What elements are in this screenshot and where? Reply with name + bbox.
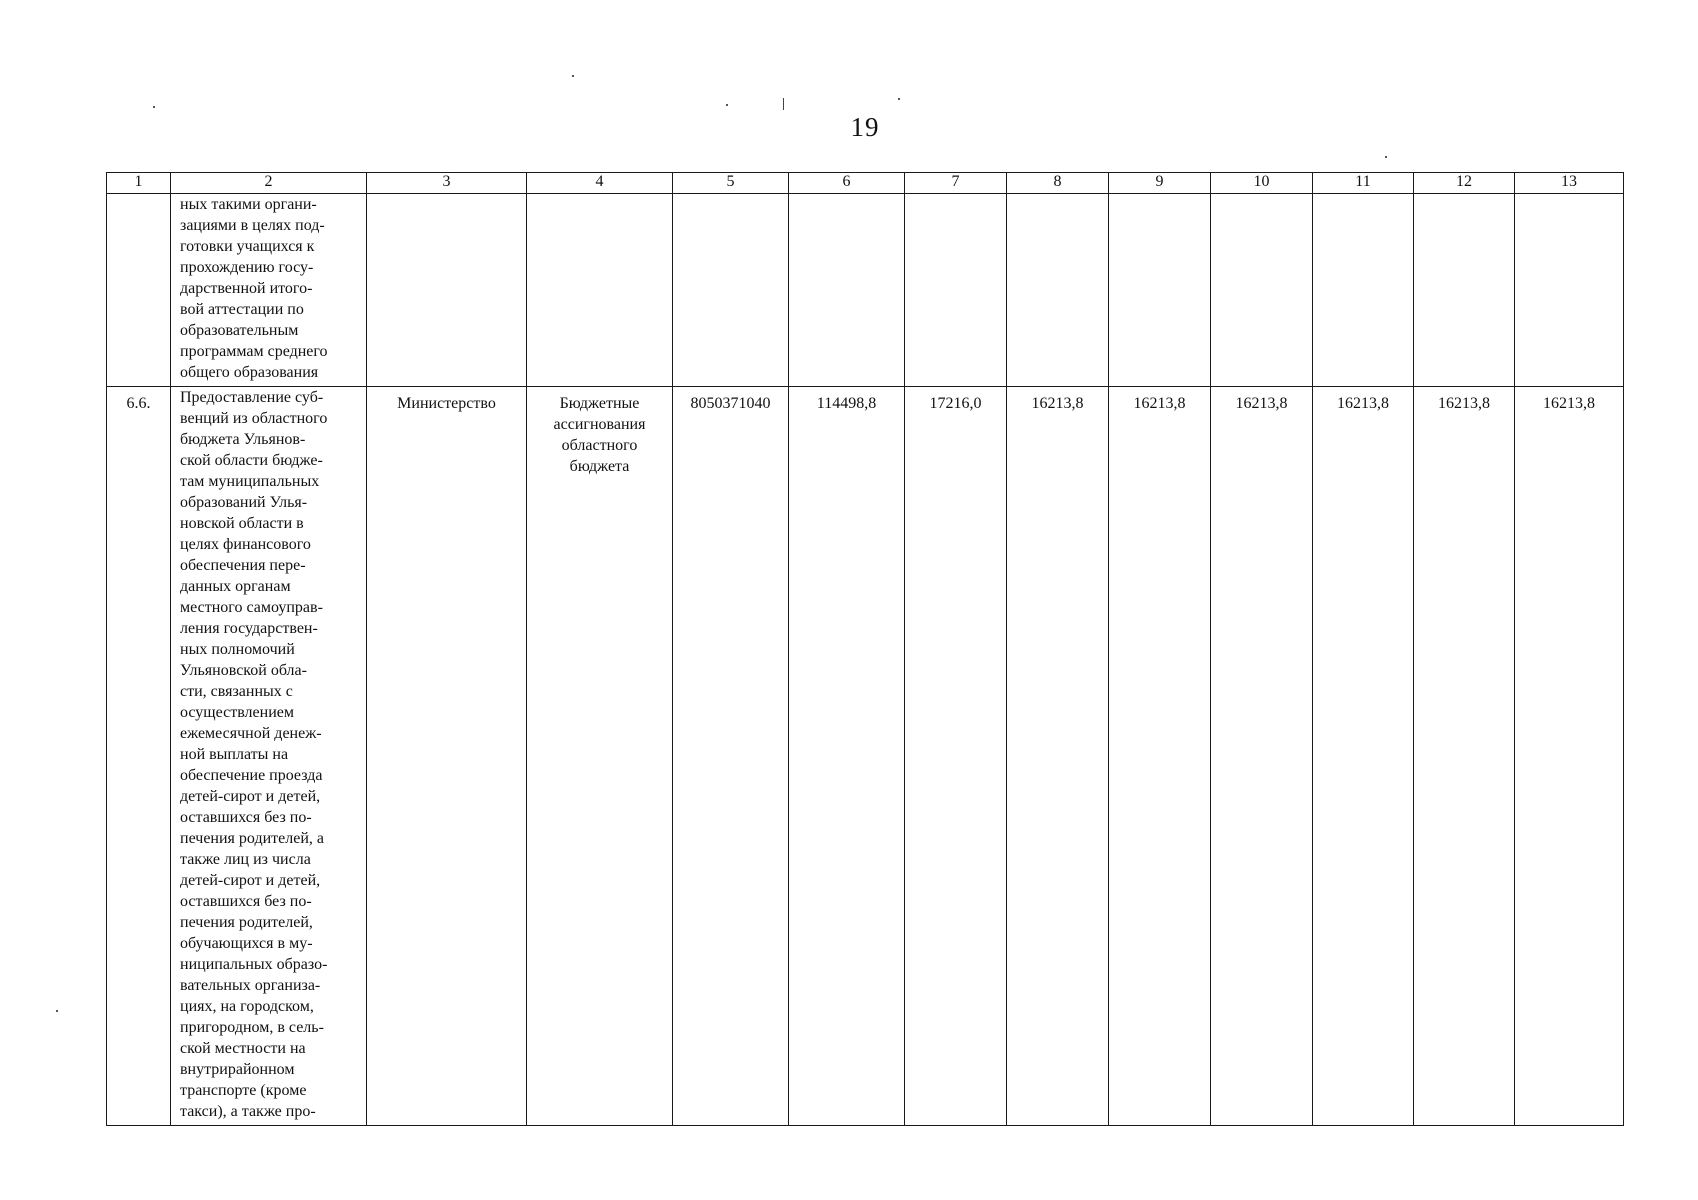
text-line: детей-сирот и детей, xyxy=(180,872,321,889)
column-numbers-row xyxy=(107,173,1624,194)
col-number: 3 xyxy=(367,173,527,194)
executor-cell: Министерство xyxy=(367,387,527,1126)
col-number: 13 xyxy=(1515,173,1624,194)
value-cell: 16213,8 xyxy=(1515,387,1624,1126)
scan-mark xyxy=(783,98,784,110)
text-line: пригородном, в сель- xyxy=(180,1019,324,1036)
text-line: ассигнования xyxy=(553,416,646,433)
continuation-row xyxy=(107,194,1624,387)
continuation-description xyxy=(171,194,367,387)
text-line: сти, связанных с xyxy=(180,683,293,700)
col-number: 12 xyxy=(1414,173,1515,194)
empty-cell xyxy=(527,194,673,387)
empty-cell xyxy=(1007,194,1109,387)
text-line: целях финансового xyxy=(180,536,311,553)
text-line: ниципальных образо- xyxy=(180,956,328,973)
text-line: такси), а также про- xyxy=(180,1103,316,1120)
code-cell: 8050371040 xyxy=(673,387,789,1126)
empty-cell xyxy=(367,194,527,387)
empty-cell xyxy=(789,194,905,387)
col-number: 4 xyxy=(527,173,673,194)
col-number: 1 xyxy=(107,173,171,194)
text-line: вой аттестации по xyxy=(180,301,304,318)
text-line: также лиц из числа xyxy=(180,851,311,868)
text-line: обучающихся в му- xyxy=(180,935,313,952)
text-line: венций из областного xyxy=(180,410,328,427)
col-number: 9 xyxy=(1109,173,1211,194)
page-number: 19 xyxy=(850,112,880,142)
text-line: обеспечения пере- xyxy=(180,557,306,574)
text-line: ных такими органи- xyxy=(180,196,317,213)
col-number: 6 xyxy=(789,173,905,194)
empty-cell xyxy=(1211,194,1313,387)
funding-source-cell xyxy=(527,387,673,1126)
value-cell: 17216,0 xyxy=(905,387,1007,1126)
text-line: Бюджетные xyxy=(559,395,640,412)
value-cell: 16213,8 xyxy=(1109,387,1211,1126)
text-line: прохождению госу- xyxy=(180,259,314,276)
text-line: печения родителей, xyxy=(180,914,313,931)
text-line: там муниципальных xyxy=(180,473,320,490)
empty-cell xyxy=(1515,194,1624,387)
text-line: обеспечение проезда xyxy=(180,767,323,784)
text-line: оставшихся без по- xyxy=(180,809,312,826)
col-number: 5 xyxy=(673,173,789,194)
value-cell: 16213,8 xyxy=(1313,387,1414,1126)
text-line: ной выплаты на xyxy=(180,746,289,763)
text-line: осуществлением xyxy=(180,704,294,721)
empty-cell xyxy=(905,194,1007,387)
data-table xyxy=(106,172,1624,1126)
text-line: новской области в xyxy=(180,515,304,532)
col-number: 7 xyxy=(905,173,1007,194)
text-line: образовательным xyxy=(180,322,299,339)
row-number-cell xyxy=(107,194,171,387)
text-line: Предоставление суб- xyxy=(180,389,324,406)
text-line: ской местности на xyxy=(180,1040,306,1057)
text-line: бюджета Ульянов- xyxy=(180,431,306,448)
scan-speck xyxy=(726,104,728,106)
value-cell: 16213,8 xyxy=(1414,387,1515,1126)
text-line: ных полномочий xyxy=(180,641,295,658)
row-number-cell: 6.6. xyxy=(107,387,171,1126)
col-number: 11 xyxy=(1313,173,1414,194)
text-line: общего образования xyxy=(180,364,319,381)
text-line: оставшихся без по- xyxy=(180,893,312,910)
col-number: 8 xyxy=(1007,173,1109,194)
col-number: 10 xyxy=(1211,173,1313,194)
scan-speck xyxy=(1385,156,1387,158)
text-line: образований Улья- xyxy=(180,494,308,511)
text-line: готовки учащихся к xyxy=(180,238,315,255)
text-line: Ульяновской обла- xyxy=(180,662,307,679)
text-line: областного xyxy=(561,437,638,454)
text-line: циях, на городском, xyxy=(180,998,314,1015)
text-line: программам среднего xyxy=(180,343,328,360)
text-line: местного самоуправ- xyxy=(180,599,323,616)
text-line: внутрирайонном xyxy=(180,1061,295,1078)
row-description xyxy=(171,387,367,1126)
empty-cell xyxy=(1313,194,1414,387)
text-line: данных органам xyxy=(180,578,291,595)
empty-cell xyxy=(673,194,789,387)
col-number: 2 xyxy=(171,173,367,194)
text-line: дарственной итого- xyxy=(180,280,313,297)
table-row-6-6 xyxy=(107,387,1624,1126)
text-line: ежемесячной денеж- xyxy=(180,725,322,742)
text-line: бюджета xyxy=(569,458,630,475)
value-cell: 16213,8 xyxy=(1211,387,1313,1126)
text-line: ской области бюдже- xyxy=(180,452,323,469)
text-line: транспорте (кроме xyxy=(180,1082,307,1099)
scan-speck xyxy=(153,106,155,108)
value-cell-total: 114498,8 xyxy=(789,387,905,1126)
empty-cell xyxy=(1414,194,1515,387)
value-cell: 16213,8 xyxy=(1007,387,1109,1126)
scan-speck xyxy=(56,1010,58,1012)
empty-cell xyxy=(1109,194,1211,387)
scan-speck xyxy=(572,75,574,77)
text-line: печения родителей, а xyxy=(180,830,324,847)
text-line: детей-сирот и детей, xyxy=(180,788,321,805)
text-line: зациями в целях под- xyxy=(180,217,325,234)
scan-speck xyxy=(898,98,900,100)
text-line: ления государствен- xyxy=(180,620,318,637)
text-line: вательных организа- xyxy=(180,977,321,994)
